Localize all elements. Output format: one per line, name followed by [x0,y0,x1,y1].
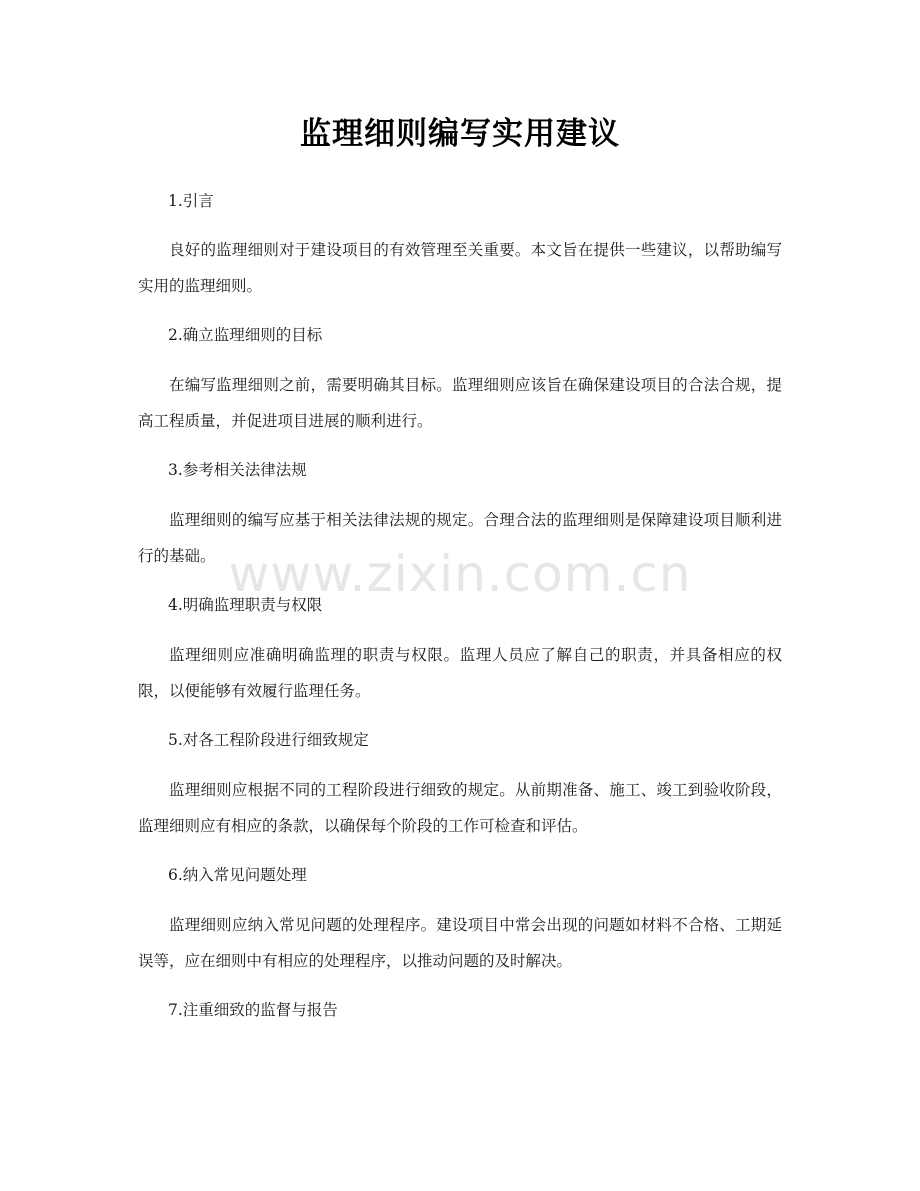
section-heading-2: 2.确立监理细则的目标 [168,326,323,344]
section-heading-1: 1.引言 [168,192,214,210]
watermark: www.zixin.com.cn [228,545,692,603]
section-heading-4: 4.明确监理职责与权限 [168,596,323,614]
section-heading-3: 3.参考相关法律法规 [168,461,307,479]
section-paragraph-2: 在编写监理细则之前，需要明确其目标。监理细则应该旨在确保建设项目的合法合规，提高工程质量，并促进项目进展的顺利进行。 [138,376,782,430]
section-paragraph-1: 良好的监理细则对于建设项目的有效管理至关重要。本文旨在提供一些建议，以帮助编写实用的监理细则。 [138,241,782,295]
section-paragraph-6: 监理细则应纳入常见问题的处理程序。建设项目中常会出现的问题如材料不合格、工期延误等，应在细则中有相应的处理程序，以推动问题的及时解决。 [138,916,782,970]
section-heading-7: 7.注重细致的监督与报告 [168,1001,338,1019]
section-heading-5: 5.对各工程阶段进行细致规定 [168,731,369,749]
section-paragraph-5: 监理细则应根据不同的工程阶段进行细致的规定。从前期准备、施工、竣工到验收阶段，监理细则应有相应的条款，以确保每个阶段的工作可检查和评估。 [138,781,782,835]
section-heading-6: 6.纳入常见问题处理 [168,866,307,884]
section-paragraph-4: 监理细则应准确明确监理的职责与权限。监理人员应了解自己的职责，并具备相应的权限，以便能够有效履行监理任务。 [138,646,782,700]
document-title: 监理细则编写实用建议 [300,116,620,152]
section-paragraph-3: 监理细则的编写应基于相关法律法规的规定。合理合法的监理细则是保障建设项目顺利进行的基础。 [138,511,782,565]
